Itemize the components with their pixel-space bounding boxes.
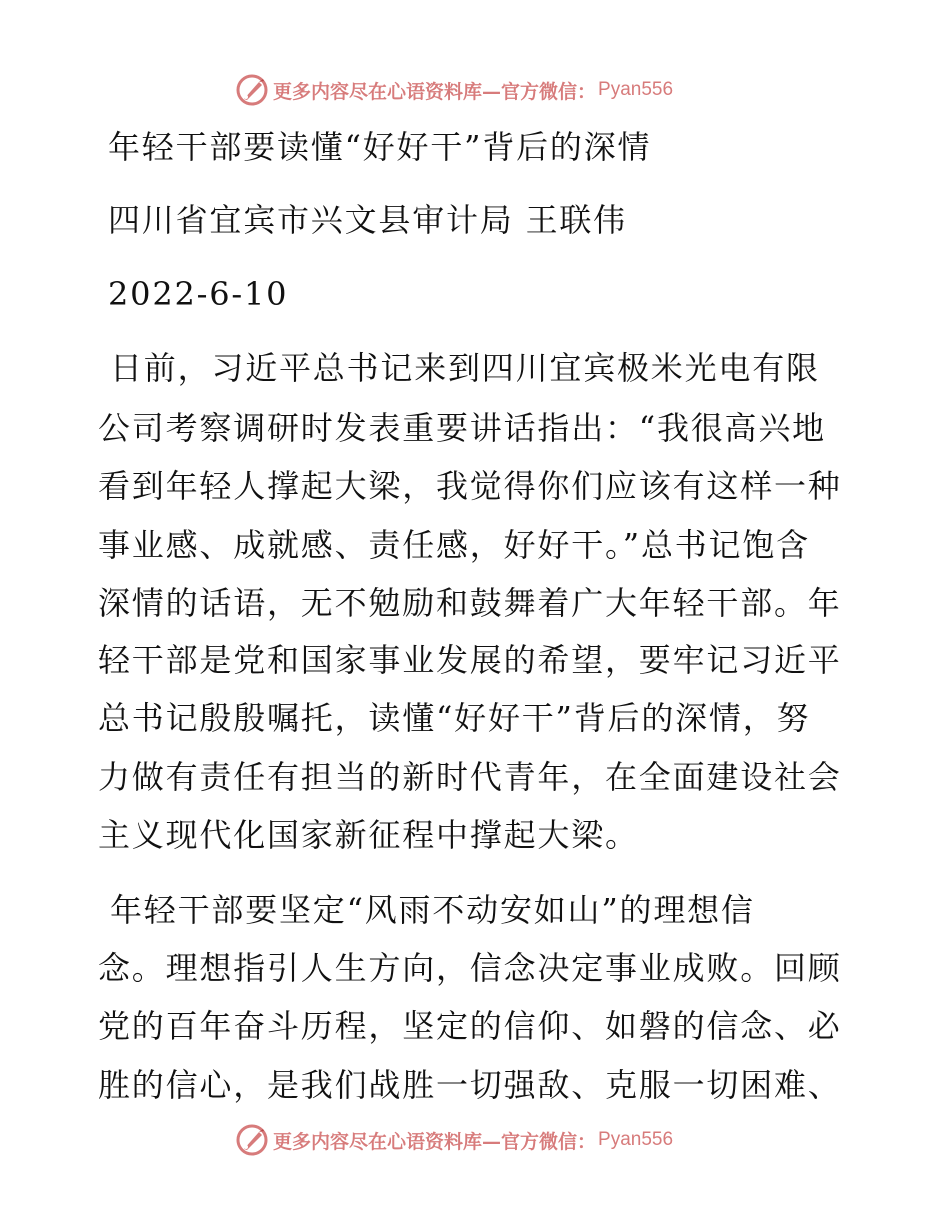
watermark-wechat-id: Pyan556 — [598, 79, 674, 100]
quill-logo-icon — [235, 1123, 269, 1157]
paragraph-line: 党的百年奋斗历程，坚定的信仰、如磐的信念、必 — [98, 1007, 842, 1045]
watermark-text: 更多内容尽在心语资料库—官方微信： — [273, 1130, 597, 1153]
paragraph-line: 轻干部是党和国家事业发展的希望，要牢记习近平 — [98, 641, 842, 679]
paragraph-line: 公司考察调研时发表重要讲话指出：“我很高兴地 — [98, 409, 826, 447]
article-author: 四川省宜宾市兴文县审计局 王联伟 — [108, 201, 627, 239]
paragraph-line: 总书记殷殷嘱托，读懂“好好干”背后的深情，努 — [98, 699, 811, 737]
paragraph-line: 事业感、成就感、责任感，好好干。”总书记饱含 — [98, 526, 810, 564]
paragraph-line: 胜的信心，是我们战胜一切强敌、克服一切困难、 — [98, 1066, 842, 1104]
paragraph-line: 日前，习近平总书记来到四川宜宾极米光电有限 — [110, 349, 820, 387]
footer-watermark — [235, 1122, 673, 1158]
article-date: 2022-6-10 — [108, 275, 289, 313]
paragraph-line: 主义现代化国家新征程中撑起大梁。 — [98, 816, 639, 854]
paragraph-line: 深情的话语，无不勉励和鼓舞着广大年轻干部。年 — [98, 584, 842, 622]
paragraph-line: 看到年轻人撑起大梁，我觉得你们应该有这样一种 — [98, 467, 842, 505]
paragraph-line: 念。理想指引人生方向，信念决定事业成败。回顾 — [98, 949, 842, 987]
article-title: 年轻干部要读懂“好好干”背后的深情 — [108, 128, 652, 166]
header-watermark — [235, 72, 673, 108]
watermark-wechat-id: Pyan556 — [598, 1129, 674, 1150]
paragraph-line: 力做有责任有担当的新时代青年，在全面建设社会 — [98, 758, 842, 796]
watermark-text: 更多内容尽在心语资料库—官方微信： — [273, 80, 597, 103]
paragraph-line: 年轻干部要坚定“风雨不动安如山”的理想信 — [110, 891, 755, 929]
quill-logo-icon — [235, 73, 269, 107]
